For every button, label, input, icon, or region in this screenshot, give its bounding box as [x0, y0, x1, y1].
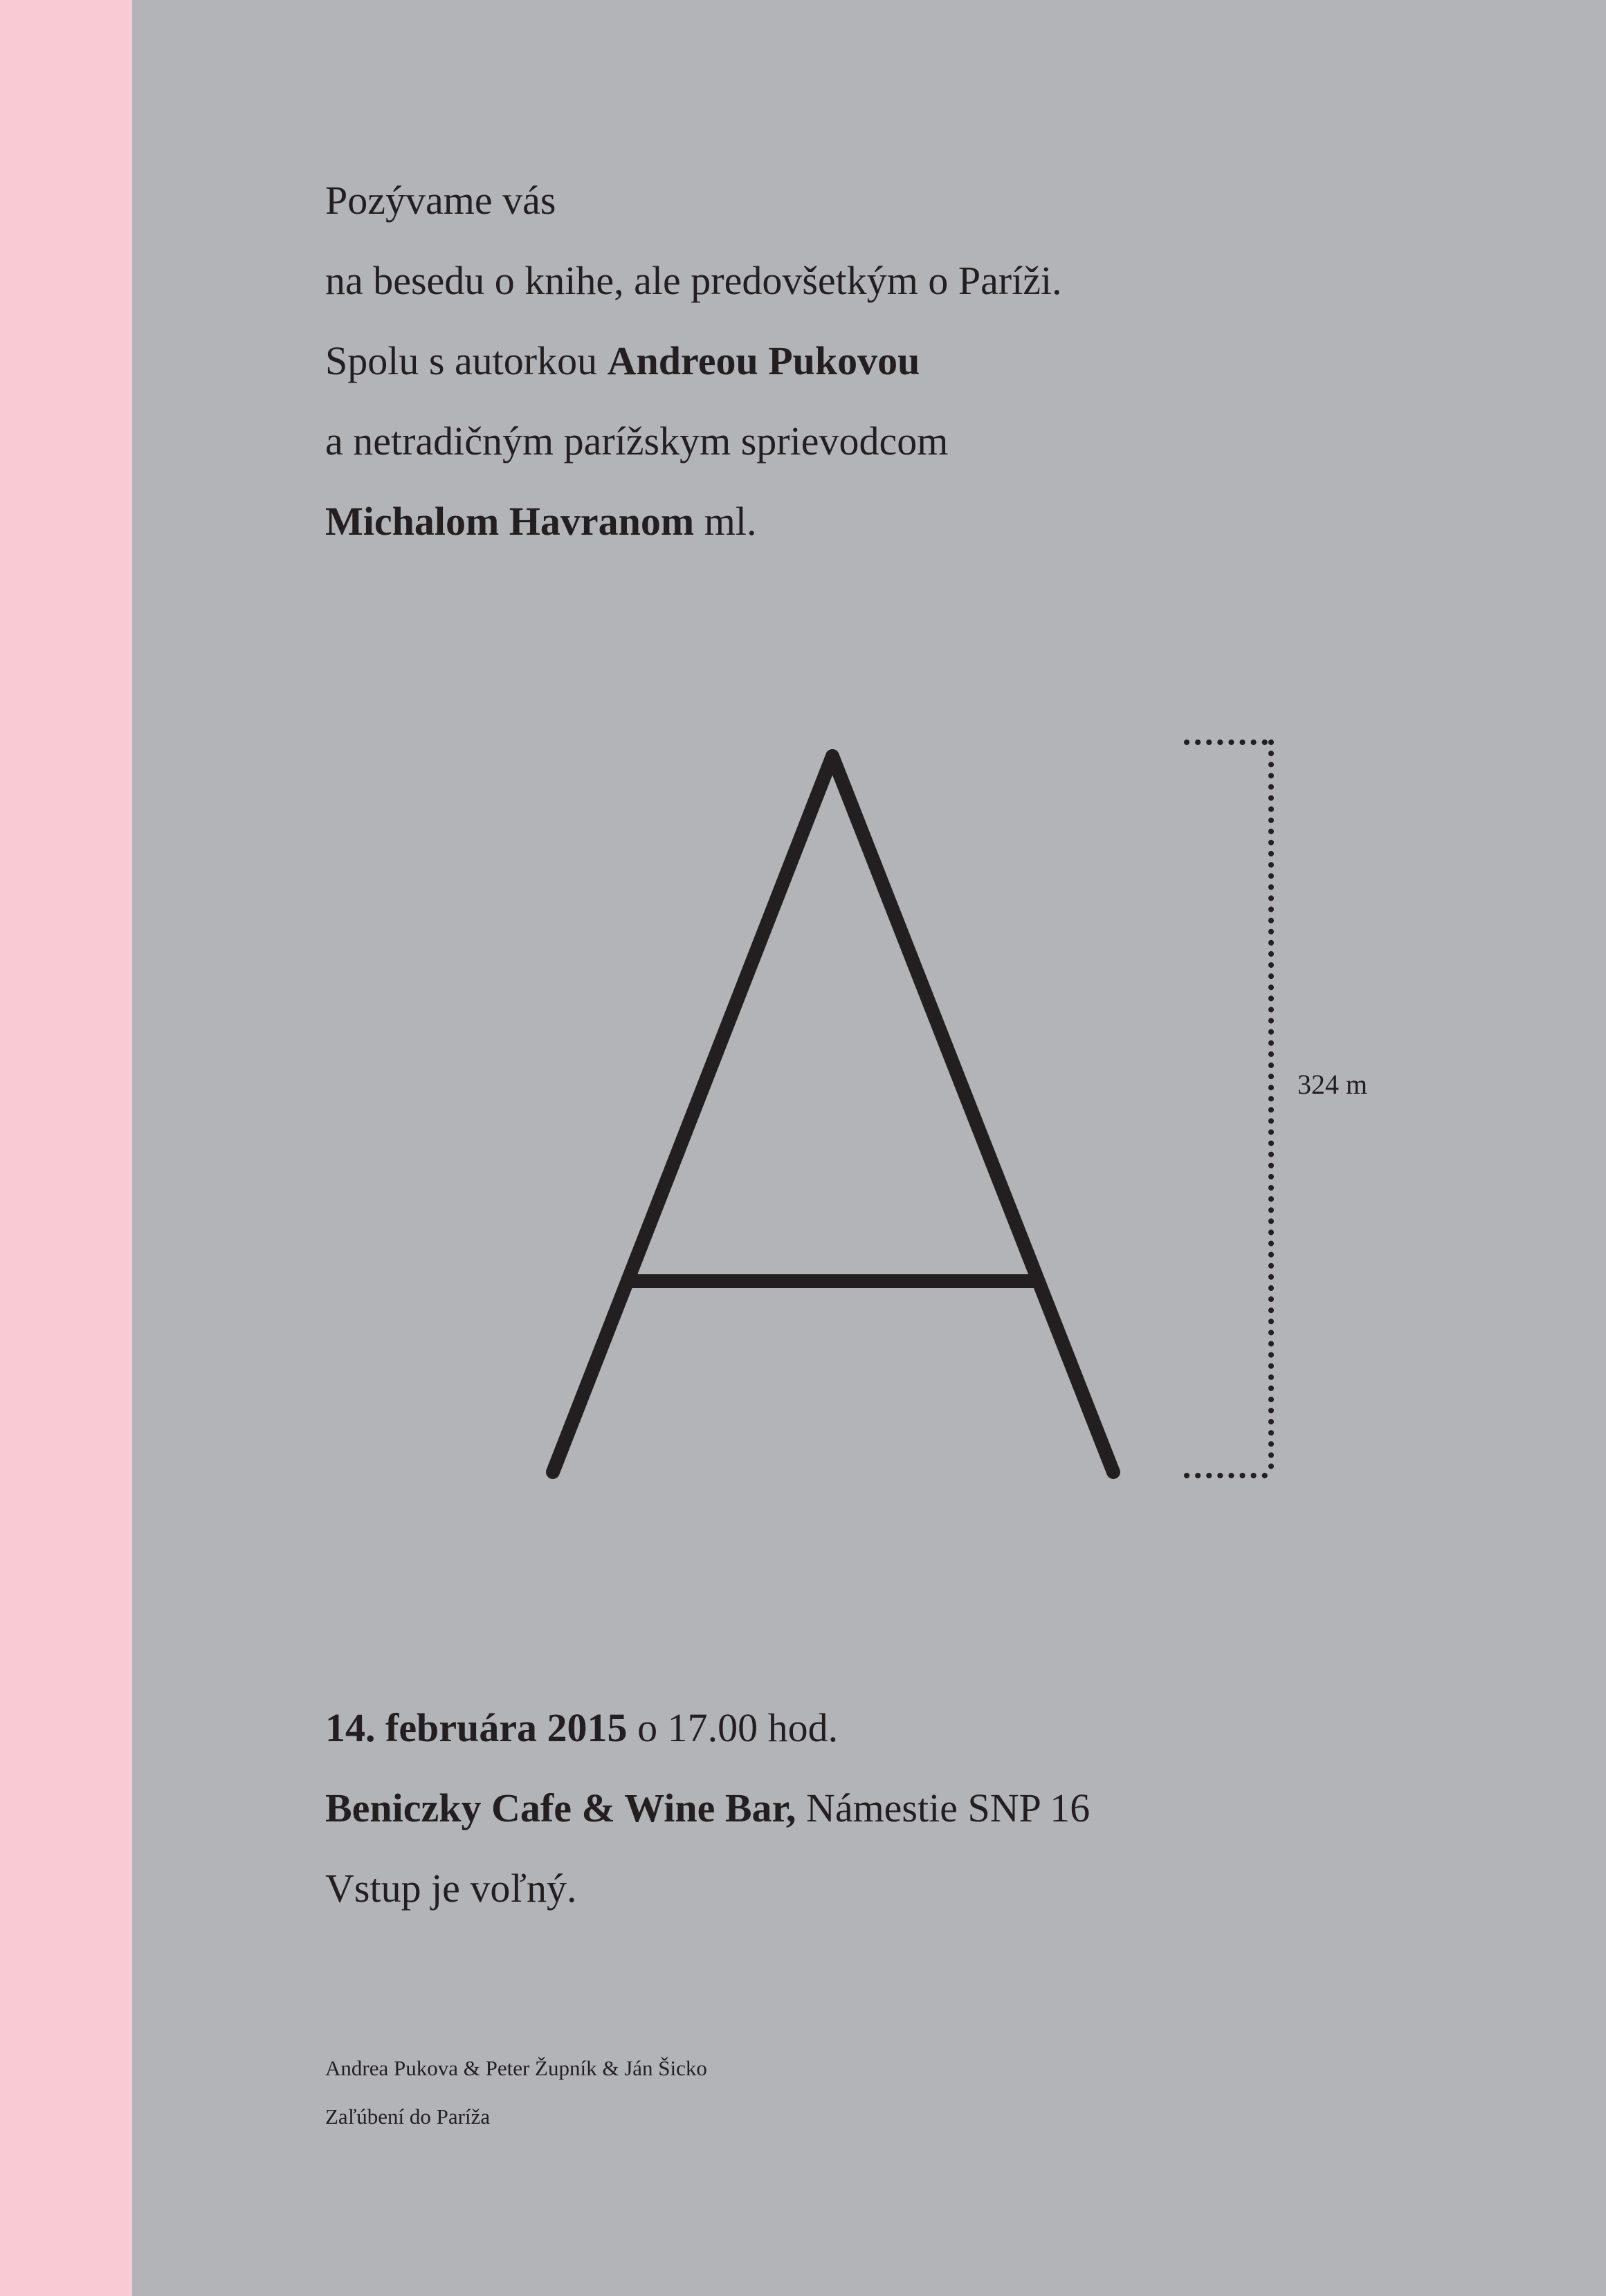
credits-authors: Andrea Pukova & Peter Župník & Ján Šicko	[325, 2056, 707, 2080]
height-bracket-icon	[1187, 742, 1271, 1476]
event-venue: Beniczky Cafe & Wine Bar,	[325, 1785, 796, 1830]
invitation-line-3-prefix: Spolu s autorkou	[325, 338, 608, 383]
credits	[325, 2044, 707, 2141]
letter-a-right-stroke	[832, 756, 1113, 1472]
event-date-line	[325, 1688, 1090, 1768]
height-label: 324 m	[1297, 1069, 1368, 1100]
event-details	[325, 1688, 1090, 1929]
invitation-line-2: na besedu o knihe, ale predovšetkým o Paríži.	[325, 258, 1062, 303]
invitation-line-1: Pozývame vás	[325, 178, 556, 223]
letter-a-left-stroke	[553, 756, 832, 1472]
event-time: o 17.00 hod.	[627, 1705, 839, 1750]
guide-name-suffix: ml.	[694, 499, 757, 544]
invitation-line-4: a netradičným parížskym sprievodcom	[325, 419, 949, 463]
credits-book-title: Zaľúbení do Paríža	[325, 2104, 491, 2129]
event-venue-line	[325, 1768, 1090, 1848]
event-address: Námestie SNP 16	[796, 1785, 1091, 1830]
event-admission: Vstup je voľný.	[325, 1866, 577, 1911]
event-date: 14. februára 2015	[325, 1705, 628, 1750]
guide-name: Michalom Havranom	[325, 499, 695, 544]
letter-a-icon	[553, 756, 1113, 1472]
author-name: Andreou Pukovou	[607, 338, 920, 383]
